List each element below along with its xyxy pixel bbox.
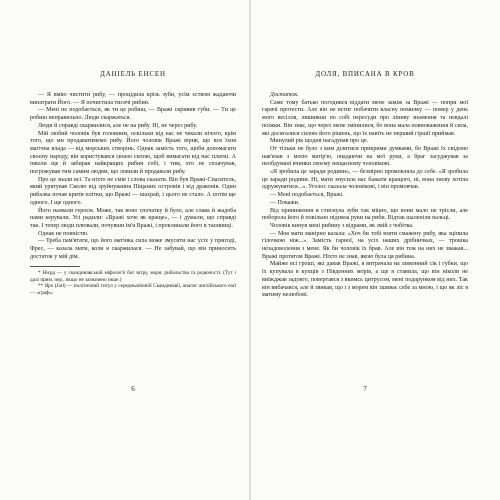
right-page-body xyxy=(262,92,468,300)
paragraph: Саме тому батько погодився віддати мене заміж за Вражі — попри мої гарячі протести. Але він не встиг побачити власну помилку — помер у день мого весілля, лишивши по собі пересуди про ліниву знамення та невдалі поіжки. Він знає, що через мене змінилися, бо вона мала повноваження й сила, які досягалися силою його рішень, що їх навіть не перший гіршії приймав. xyxy=(262,99,468,137)
paragraph: — Мені подобається, Вражі. xyxy=(270,192,344,199)
paragraph: «Я зробила це заради родини», — безмірно промовляла до себе. «Я зробила це заради родини. Ні, мати змусила нас бажати кращого, ні, вона знову хотіла одружуватися...». Уголос сказала чоловікові, і він промовчав. xyxy=(262,169,468,191)
paragraph: — Я вмію чистити рибу, — процідила крізь зуби, усім єством жадаючи випатрати Його. — Я почистила тисячі рибин. xyxy=(30,92,236,106)
paragraph: Майже всі гроші, які давав Вражі, я витрачала на лимонний сік і губки, що їх купувала в купців з Південних морів, а ще я ставила, що він ніколи не виїжджав задовго, повертався з якимсь цитрусом, мені подарунком від них. Так він вибачався, але й звикав, що і з морем він зшиває себе за мною, і що як ліс я матиму нелюбові. xyxy=(262,261,468,299)
page-number-right: 7 xyxy=(363,385,367,393)
running-head-title: ДОЛЯ, ВПИСАНА В КРОВ xyxy=(315,70,415,78)
paragraph: — Мені не подобається, як ти це робиш, — Вражі скривив губи. — Ти це робиш неправильно. Люди скаржаться. xyxy=(30,107,236,122)
paragraph: Про це знали всі. Та ніхто не смів і слова сказати. Він був Вражі-Спаситель, який урятував Скелю від зруйнування Піщаних островів і від драконів. Один рибалка почав крити плітки, що Вражі — шахрай, і цього не стало. А потім ще одного. І ще одного. xyxy=(30,176,236,206)
left-page-body xyxy=(30,92,236,296)
paragraph: От тільки не було з ким ділитися прикрими думками, бо Вражі їх свідомо нав'язав з моєю матір'ю, опадаючи на мої руки, а браг засуджував за необдумані вчинки своєму нещасному чоловікові. xyxy=(262,145,468,168)
paragraph: Його назвали героєм. Може, так воно спочатку й було, але слава й жадоба нами керували. Усі радили: «Вражі хоче як краще», — і думали, що справді так. І тепер люди плювали, почувши ім'я Вражі, і проклинали його в таємниці. xyxy=(30,207,236,229)
running-head-author: ДАНІЕЛЬ ЕНСЕН xyxy=(100,70,166,78)
paragraph: Минулий рік щодня нагадував про це. xyxy=(270,138,369,145)
paragraph: Достаток. xyxy=(270,92,299,98)
paragraph: Однак не повністю. xyxy=(38,230,89,237)
paragraph: Від приниження я стиснула зуби так міцно, що вони мало не трісли, але поборола його й повільно підняла руки на риби. Відтак шаленіли пальці. xyxy=(262,207,468,222)
paragraph: — Моя мати манірно казала: «Хоч би тобі взяти смажену рибу, яка зціпила гілочкою ніж...». Замість гарної, на усіх наших дрібничках, — трошка незадоволення з мене. Як би чоловік їх брав. Але він теж на них не зважав... Вражі протягом Вражі. Ніхто не знав, якою була ця рибина. xyxy=(262,230,468,260)
paragraph: — Треба пам'ятати, що його матінка сила може змусити нас усіх у пригоді, Фрес, — казала мати, коли я скаржилася. — Не забувай, що він приносить достаток у мій дім. xyxy=(30,238,236,260)
footnote: ** Ярл (Jarl) — політичний титул у середньовічній Скандинавії, аналог англійського earl — «граф». xyxy=(30,283,236,296)
book-gutter xyxy=(249,0,251,500)
paragraph: Люди й справді скаржилися, але не на рибу. Ні, не через рибу. xyxy=(38,122,198,129)
paragraph: — Покажи. xyxy=(270,199,300,206)
footnote: * Нієрд — у скандинавській міфології бог вітру, моря, рибальства та родючості. (Тут і далі прим. пер., якщо не зазначено інше.) xyxy=(30,270,236,283)
page-number-left: 6 xyxy=(131,385,135,393)
paragraph: Мій любий чоловік був головним, оскільки від нас не чекали нічого, крім того, що ми продаватимемо рибу. Його чоловік Вражі вірив, що вся їхня магічна влада — від морських створінь. Однак замість того, щоби допомагати своєму народу, він користувався своєю силою, щоб вимагати від нас платні. А інколи ще й забирав найкращих рибин собі, і тим, хто не сплачував, погрожував тим самим людям, що ловили й продавали рибу. xyxy=(30,130,236,176)
paragraph: Чоловік кинув мені рибину з відрами, як змій з чобітка. xyxy=(270,222,414,229)
footnote-divider xyxy=(30,266,80,267)
